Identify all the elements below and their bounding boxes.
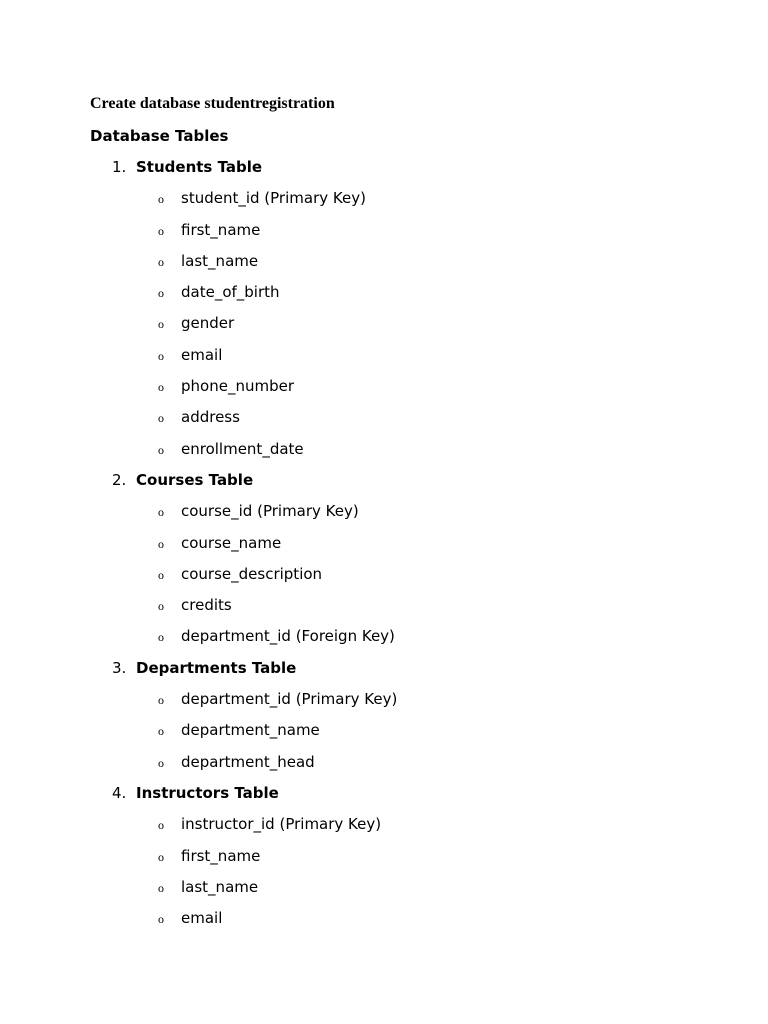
field-item [0, 344, 768, 375]
field-item [0, 250, 768, 281]
field-name: email [181, 909, 223, 928]
field-name: department_id (Foreign Key) [181, 627, 395, 646]
bullet-icon: o [158, 880, 164, 895]
field-name: credits [181, 596, 232, 615]
bullet-icon: o [158, 849, 164, 864]
field-list [0, 500, 768, 656]
field-name: department_name [181, 721, 320, 740]
field-item [0, 312, 768, 343]
section-heading: Database Tables [90, 127, 229, 145]
field-name: instructor_id (Primary Key) [181, 815, 382, 834]
table-item [0, 156, 768, 469]
field-item [0, 406, 768, 437]
field-name: course_id (Primary Key) [181, 502, 359, 521]
field-list [0, 187, 768, 469]
field-item [0, 625, 768, 656]
bullet-icon: o [158, 599, 164, 614]
table-heading [0, 156, 768, 187]
field-list [0, 688, 768, 782]
field-item [0, 876, 768, 907]
field-item [0, 500, 768, 531]
bullet-icon: o [158, 724, 164, 739]
field-name: last_name [181, 877, 259, 896]
table-heading [0, 782, 768, 813]
field-name: enrollment_date [181, 439, 304, 458]
field-name: department_id (Primary Key) [181, 690, 398, 709]
document-title: Create database studentregistration [90, 95, 335, 112]
field-item [0, 751, 768, 782]
bullet-icon: o [158, 192, 164, 207]
table-number: 1. [112, 158, 127, 176]
field-name: last_name [181, 251, 259, 270]
field-list [0, 813, 768, 938]
field-item [0, 688, 768, 719]
bullet-icon: o [158, 818, 164, 833]
field-name: date_of_birth [181, 283, 280, 302]
bullet-icon: o [158, 223, 164, 238]
field-name: address [181, 408, 240, 427]
bullet-icon: o [158, 630, 164, 645]
field-name: first_name [181, 846, 261, 865]
field-item [0, 187, 768, 218]
table-item [0, 657, 768, 782]
table-number: 4. [112, 783, 127, 802]
table-name: Instructors Table [136, 783, 279, 802]
field-item [0, 563, 768, 594]
field-name: gender [181, 314, 235, 333]
table-number: 2. [112, 470, 127, 489]
table-name: Courses Table [136, 470, 254, 489]
table-item [0, 782, 768, 938]
bullet-icon: o [158, 567, 164, 582]
bullet-icon: o [158, 505, 164, 520]
table-name: Students Table [136, 158, 263, 176]
table-list [0, 156, 768, 938]
field-item [0, 845, 768, 876]
field-item [0, 532, 768, 563]
bullet-icon: o [158, 755, 164, 770]
field-name: student_id (Primary Key) [181, 189, 366, 208]
bullet-icon: o [158, 693, 164, 708]
field-item [0, 594, 768, 625]
bullet-icon: o [158, 286, 164, 301]
field-item [0, 719, 768, 750]
field-item [0, 219, 768, 250]
bullet-icon: o [158, 912, 164, 927]
table-name: Departments Table [136, 658, 297, 677]
field-item [0, 907, 768, 938]
table-heading [0, 657, 768, 688]
field-item [0, 813, 768, 844]
bullet-icon: o [158, 348, 164, 363]
bullet-icon: o [158, 442, 164, 457]
bullet-icon: o [158, 317, 164, 332]
bullet-icon: o [158, 536, 164, 551]
field-name: course_description [181, 564, 323, 583]
field-name: email [181, 345, 223, 364]
bullet-icon: o [158, 254, 164, 269]
field-item [0, 281, 768, 312]
table-heading [0, 469, 768, 500]
table-item [0, 469, 768, 657]
field-item [0, 438, 768, 469]
bullet-icon: o [158, 411, 164, 426]
bullet-icon: o [158, 380, 164, 395]
field-name: department_head [181, 752, 315, 771]
field-name: phone_number [181, 377, 294, 396]
field-item [0, 375, 768, 406]
table-number: 3. [112, 658, 127, 677]
field-name: first_name [181, 220, 261, 239]
field-name: course_name [181, 533, 282, 552]
